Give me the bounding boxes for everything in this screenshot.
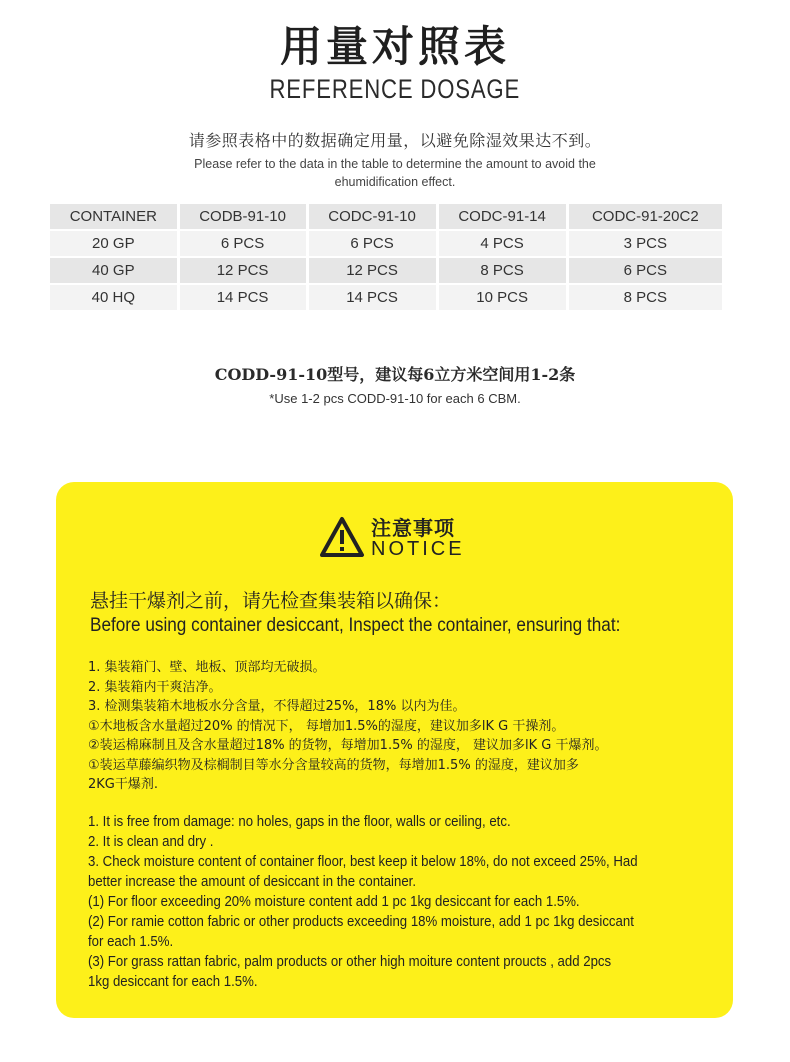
table-cell: 4 PCS bbox=[439, 229, 569, 256]
table-cell: 6 PCS bbox=[309, 229, 439, 256]
table-cell: 6 PCS bbox=[180, 229, 309, 256]
list-item: 3. 检测集装箱木地板水分含量，不得超过25%，18% 以内为佳。 bbox=[88, 699, 466, 714]
table-header-cell: CODB-91-10 bbox=[180, 204, 309, 229]
table-cell: 40 HQ bbox=[50, 283, 180, 310]
notice-panel bbox=[56, 482, 733, 1018]
dosage-table bbox=[50, 204, 722, 310]
table-cell: 20 GP bbox=[50, 229, 180, 256]
list-item: 2. 集装箱内干爽洁净。 bbox=[88, 679, 222, 695]
list-item: ①木地板含水量超过20% 的情况下， 每增加1.5%的湿度，建议加多lK G 干操剂。 bbox=[88, 718, 565, 734]
table-cell: 6 PCS bbox=[569, 256, 722, 283]
table-header-cell: CODC-91-10 bbox=[309, 204, 439, 229]
table-cell: 10 PCS bbox=[439, 283, 569, 310]
table-header-row bbox=[50, 204, 722, 229]
table-header-cell: CODC-91-14 bbox=[439, 204, 569, 229]
inspection-intro-cn: 悬挂干爆剂之前，请先检查集装箱以确保： bbox=[90, 590, 452, 612]
list-item: 3. Check moisture content of container floor, best keep it below 18%, do not exceed 25%, Had bbox=[88, 853, 638, 870]
table-header-cell: CODC-91-20C2 bbox=[569, 204, 722, 229]
list-item: for each 1.5%. bbox=[88, 933, 174, 950]
list-item: 2KG干爆剂. bbox=[88, 777, 159, 792]
table-cell: 8 PCS bbox=[439, 256, 569, 283]
list-item: (3) For grass rattan fabric, palm products or other high moiture content proucts , add 2pcs bbox=[88, 953, 612, 970]
list-item: 1kg desiccant for each 1.5%. bbox=[88, 973, 258, 990]
notice-title-en: NOTICE bbox=[371, 538, 465, 560]
notice-heading bbox=[319, 512, 479, 564]
inspection-list-en bbox=[88, 812, 704, 992]
table-row bbox=[50, 256, 722, 283]
table-row bbox=[50, 283, 722, 310]
inspection-list-cn bbox=[88, 658, 708, 795]
warning-triangle-icon bbox=[319, 516, 365, 558]
list-item: (1) For floor exceeding 20% moisture content add 1 pc 1kg desiccant for each 1.5%. bbox=[88, 893, 580, 910]
usage-note-en: *Use 1-2 pcs CODD-91-10 for each 6 CBM. bbox=[269, 391, 521, 406]
list-item: 1. It is free from damage: no holes, gaps in the floor, walls or ceiling, etc. bbox=[88, 813, 511, 830]
list-item: better increase the amount of desiccant in the container. bbox=[88, 873, 417, 890]
table-cell: 40 GP bbox=[50, 256, 180, 283]
intro-text-en: Please refer to the data in the table to determine the amount to avoid the ehumidification effect. bbox=[194, 157, 596, 189]
list-item: (2) For ramie cotton fabric or other products exceeding 18% moisture, add 1 pc 1kg desiccant bbox=[88, 913, 634, 930]
table-header-cell: CONTAINER bbox=[50, 204, 180, 229]
list-item: 2. It is clean and dry . bbox=[88, 833, 214, 850]
table-cell: 12 PCS bbox=[309, 256, 439, 283]
usage-note-cn: CODD-91-10型号，建议每6立方米空间用1-2条 bbox=[214, 365, 576, 384]
table-cell: 3 PCS bbox=[569, 229, 722, 256]
header bbox=[0, 0, 790, 191]
table-cell: 14 PCS bbox=[309, 283, 439, 310]
usage-note bbox=[0, 362, 790, 406]
list-item: ②装运棉麻制且及含水量超过18% 的货物，每增加1.5% 的湿度， 建议加多lK G 干爆剂。 bbox=[88, 738, 608, 753]
inspection-intro-en: Before using container desiccant, Inspect the container, ensuring that: bbox=[90, 614, 621, 636]
table-cell: 8 PCS bbox=[569, 283, 722, 310]
list-item: ①装运草藤编织物及棕榈制目等水分含量较高的货物，每增加1.5% 的湿度，建议加多 bbox=[88, 757, 579, 773]
table-cell: 14 PCS bbox=[180, 283, 309, 310]
list-item: 1. 集装箱门、壁、地板、顶部均无破损。 bbox=[88, 660, 326, 675]
notice-title-cn: 注意事项 bbox=[371, 516, 455, 540]
page-title-cn: 用量对照表 bbox=[279, 22, 510, 71]
table-row bbox=[50, 229, 722, 256]
table-cell: 12 PCS bbox=[180, 256, 309, 283]
page-title-en: REFERENCE DOSAGE bbox=[269, 74, 521, 104]
intro-text-cn: 请参照表格中的数据确定用量，以避免除湿效果达不到。 bbox=[188, 131, 602, 150]
